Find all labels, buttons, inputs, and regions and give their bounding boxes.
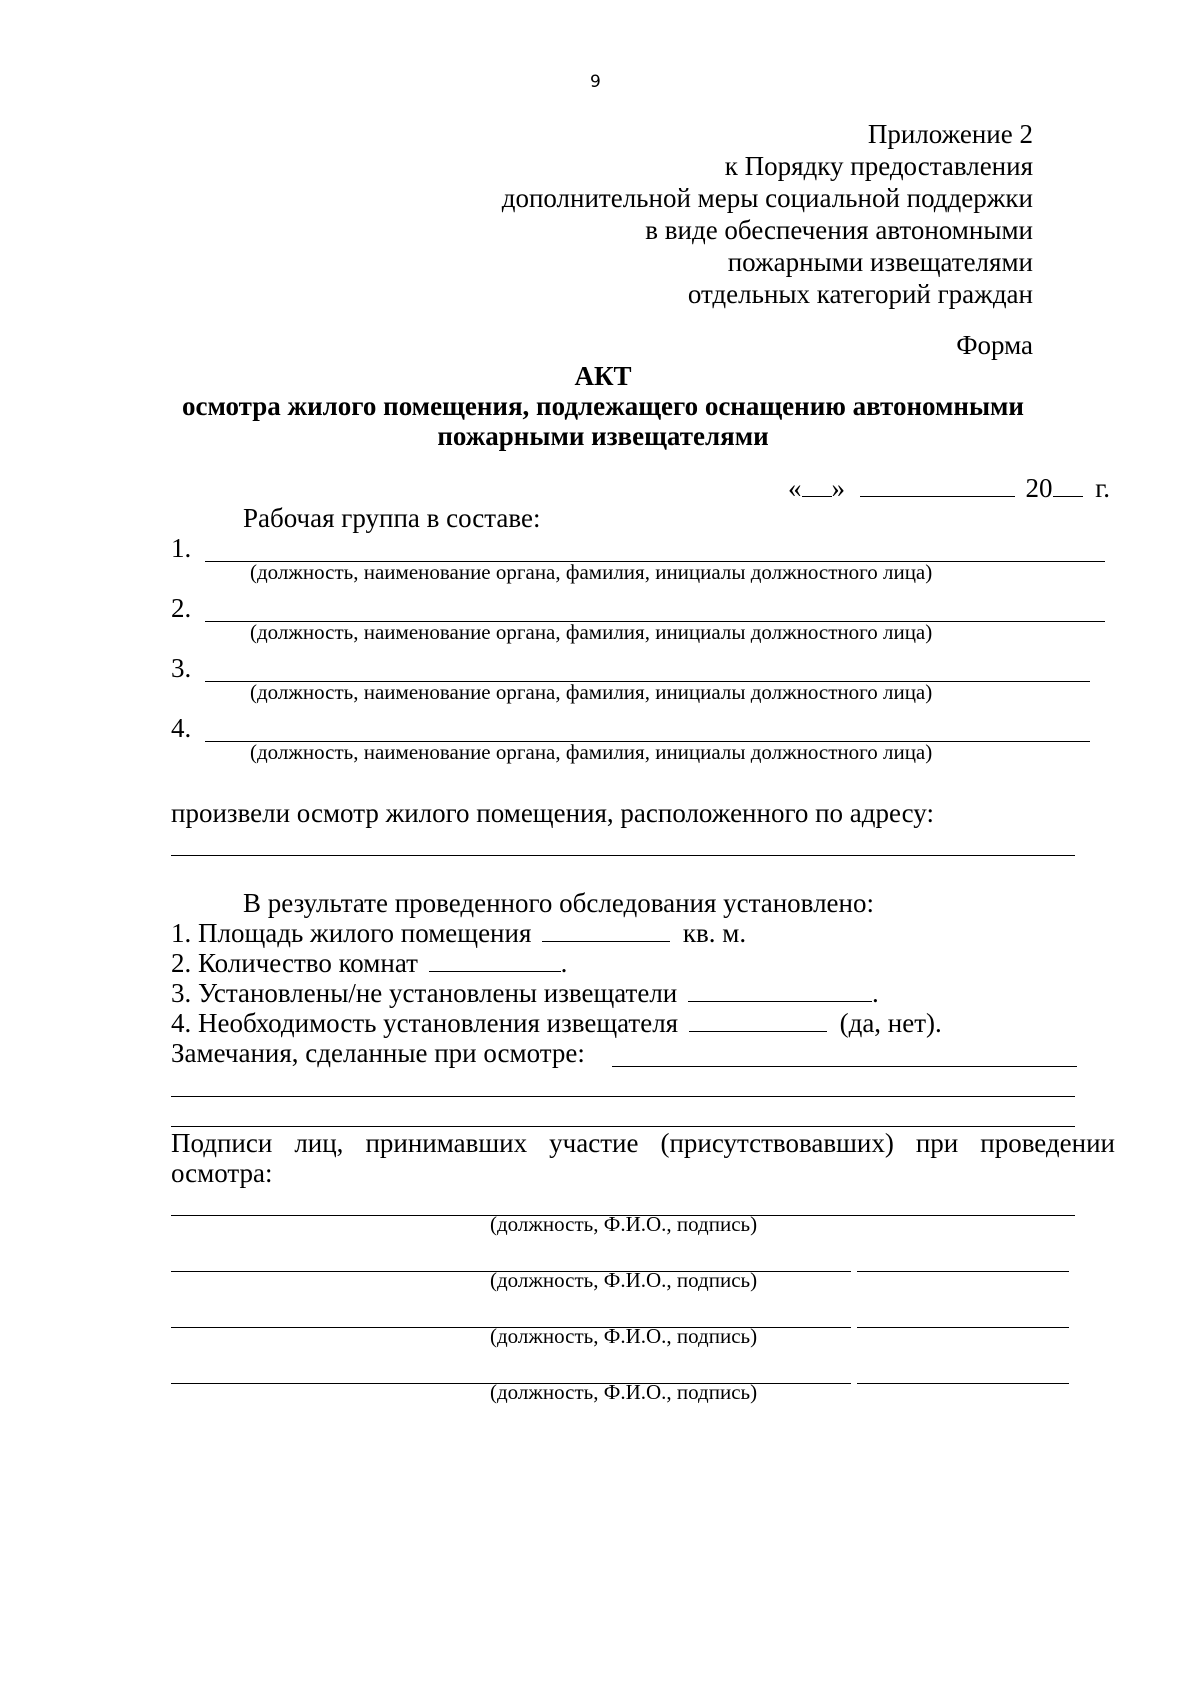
inspection-text: произвели осмотр жилого помещения, расположенного по адресу: xyxy=(171,798,934,828)
remarks-label: Замечания, сделанные при осмотре: xyxy=(171,1038,585,1068)
result-item-necessity xyxy=(171,1007,942,1039)
rooms-label: 2. Количество комнат xyxy=(171,948,418,978)
result-item-detectors xyxy=(171,977,879,1009)
member-caption: (должность, наименование органа, фамилия, инициалы должностного лица) xyxy=(250,740,933,764)
result-item-rooms xyxy=(171,947,567,979)
document-subtitle-line2: пожарными извещателями xyxy=(437,421,769,451)
necessity-blank[interactable] xyxy=(689,1007,827,1032)
date-line xyxy=(788,472,1110,504)
remarks-blank-2[interactable] xyxy=(171,1096,1075,1097)
signatures-intro: Подписи лиц, принимавших участие (присутствовавших) при проведении xyxy=(171,1128,1115,1158)
appendix-header xyxy=(333,118,1033,310)
signature-caption: (должность, Ф.И.О., подпись) xyxy=(490,1268,758,1292)
appendix-line: Приложение 2 xyxy=(867,119,1033,149)
form-label: Форма xyxy=(956,330,1033,360)
member-caption: (должность, наименование органа, фамилия, инициалы должностного лица) xyxy=(250,620,933,644)
signature-extra-blank-4[interactable] xyxy=(857,1383,1069,1384)
appendix-line: к Порядку предоставления xyxy=(724,151,1033,181)
signatures-intro-cont: осмотра: xyxy=(171,1158,273,1188)
member-number: 3. xyxy=(171,653,192,683)
necessity-label: 4. Необходимость установления извещателя xyxy=(171,1008,679,1038)
document-title: АКТ xyxy=(574,361,632,391)
rooms-end: . xyxy=(560,948,568,978)
member-caption: (должность, наименование органа, фамилия, инициалы должностного лица) xyxy=(250,560,933,584)
member-number: 1. xyxy=(171,533,192,563)
year-prefix: 20 xyxy=(1025,473,1053,503)
page-number: 9 xyxy=(590,72,601,92)
month-blank[interactable] xyxy=(860,472,1015,497)
area-label: 1. Площадь жилого помещения xyxy=(171,918,532,948)
year-blank[interactable] xyxy=(1053,472,1083,497)
signature-extra-blank-2[interactable] xyxy=(857,1271,1069,1272)
results-intro: В результате проведенного обследования установлено: xyxy=(243,888,874,918)
date-close-quote: » xyxy=(831,473,845,503)
signature-caption: (должность, Ф.И.О., подпись) xyxy=(490,1212,758,1236)
signature-extra-blank-3[interactable] xyxy=(857,1327,1069,1328)
rooms-blank[interactable] xyxy=(429,947,561,972)
member-number: 2. xyxy=(171,593,192,623)
signature-caption: (должность, Ф.И.О., подпись) xyxy=(490,1380,758,1404)
signature-caption: (должность, Ф.И.О., подпись) xyxy=(490,1324,758,1348)
appendix-line: отдельных категорий граждан xyxy=(687,279,1033,309)
appendix-line: дополнительной меры социальной поддержки xyxy=(501,183,1033,213)
detectors-end: . xyxy=(872,978,879,1008)
year-suffix: г. xyxy=(1095,473,1111,503)
area-unit: кв. м. xyxy=(682,918,747,948)
result-item-area xyxy=(171,917,746,949)
member-number: 4. xyxy=(171,713,192,743)
detectors-blank[interactable] xyxy=(688,977,872,1002)
remarks-blank-1[interactable] xyxy=(612,1066,1077,1067)
date-open-quote: « xyxy=(788,473,802,503)
document-subtitle-line1: осмотра жилого помещения, подлежащего оснащению автономными xyxy=(182,391,1024,421)
day-blank[interactable] xyxy=(802,472,832,497)
appendix-line: пожарными извещателями xyxy=(727,247,1033,277)
working-group-intro: Рабочая группа в составе: xyxy=(243,503,541,533)
appendix-line: в виде обеспечения автономными xyxy=(645,215,1033,245)
necessity-options: (да, нет). xyxy=(839,1008,942,1038)
detectors-label: 3. Установлены/не установлены извещатели xyxy=(171,978,678,1008)
area-blank[interactable] xyxy=(542,917,670,942)
member-caption: (должность, наименование органа, фамилия, инициалы должностного лица) xyxy=(250,680,933,704)
address-blank[interactable] xyxy=(171,855,1075,856)
